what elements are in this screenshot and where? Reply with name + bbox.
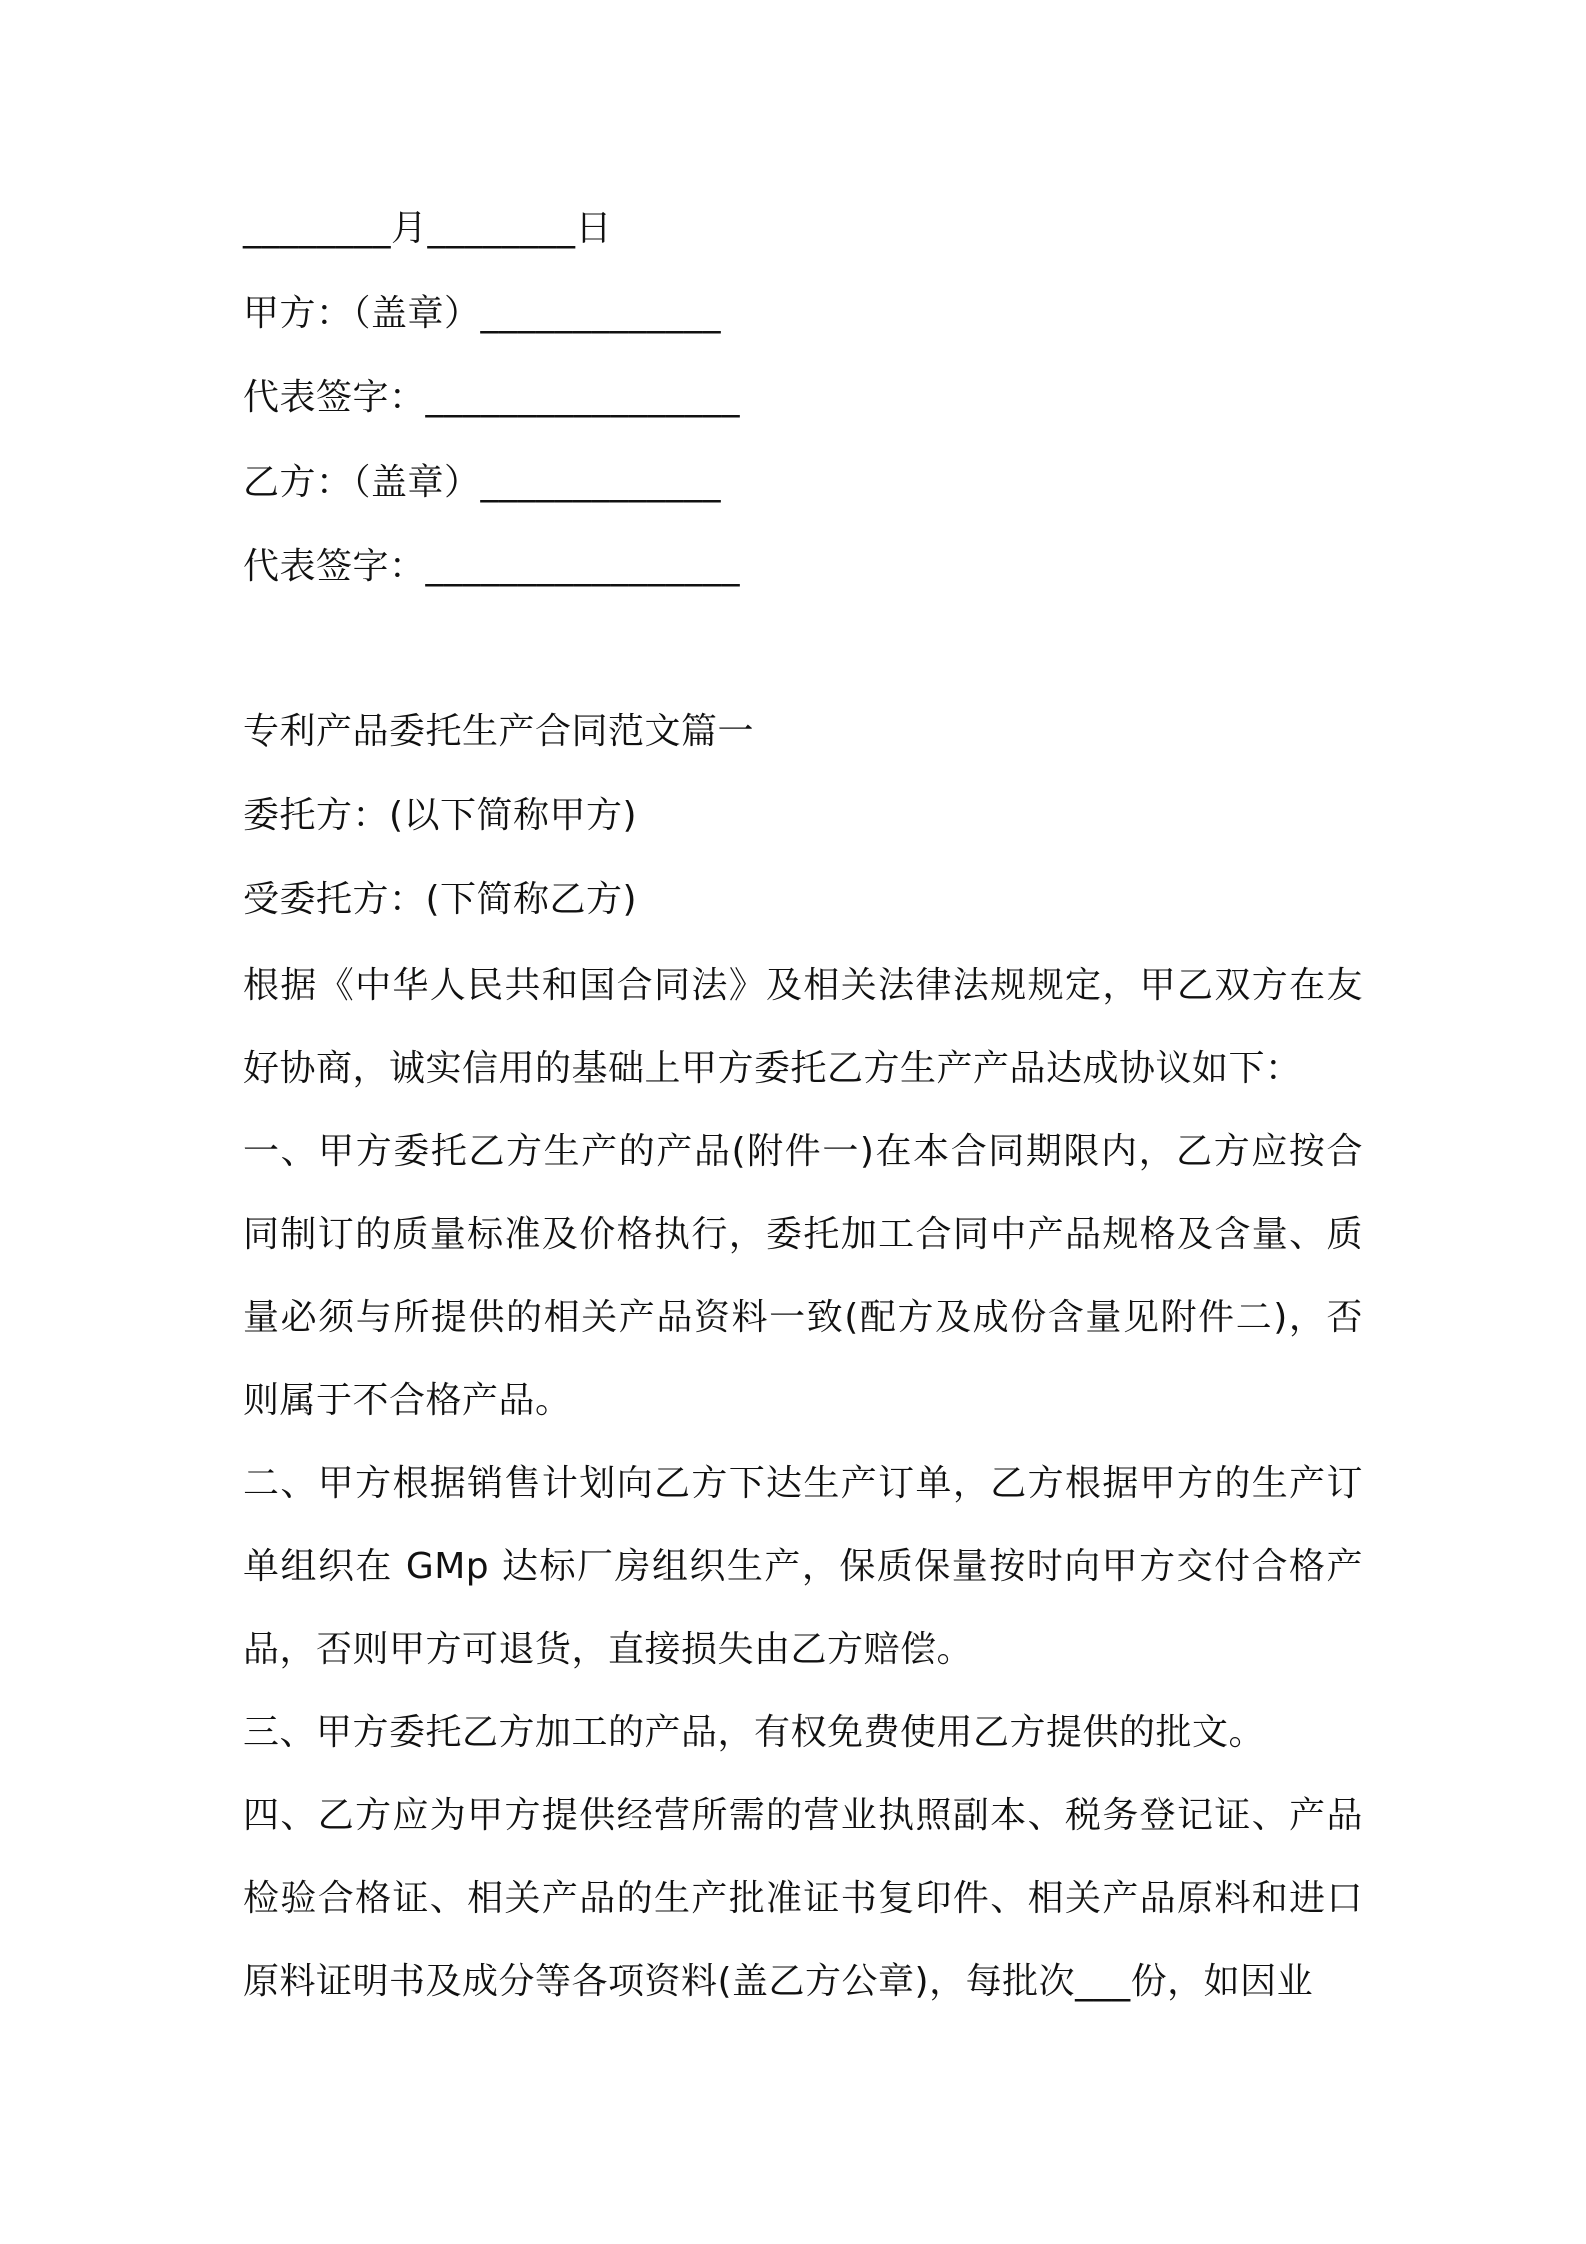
preamble-paragraph: 根据《中华人民共和国合同法》及相关法律法规规定，甲乙双方在友好协商，诚实信用的基础上甲方委托乙方生产产品达成协议如下： xyxy=(243,965,1363,1089)
clause-4-paragraph: 四、乙方应为甲方提供经营所需的营业执照副本、税务登记证、产品检验合格证、相关产品的生产批准证书复印件、相关产品原料和进口原料证明书及成分等各项资料(盖乙方公章)，每批次___份，如因业 xyxy=(243,1795,1363,2002)
clause-2-paragraph: 二、甲方根据销售计划向乙方下达生产订单，乙方根据甲方的生产订单组织在 GMp 达标厂房组织生产，保质保量按时向甲方交付合格产品，否则甲方可退货，直接损失由乙方赔偿。 xyxy=(243,1463,1363,1670)
clause-3-paragraph: 三、甲方委托乙方加工的产品，有权免费使用乙方提供的批文。 xyxy=(243,1712,1266,1753)
contract-title: 专利产品委托生产合同范文篇一 xyxy=(243,711,755,752)
date-line: ________月________日 xyxy=(243,208,612,249)
contractor-line: 受委托方：(下简称乙方) xyxy=(243,879,638,920)
clause-1-paragraph: 一、甲方委托乙方生产的产品(附件一)在本合同期限内，乙方应按合同制订的质量标准及价格执行，委托加工合同中产品规格及含量、质量必须与所提供的相关产品资料一致(配方及成份含量见附件二)，否则属于不合格产品。 xyxy=(243,1131,1363,1421)
party-b-representative-line: 代表签字：_________________ xyxy=(243,546,741,587)
party-b-seal-line: 乙方：（盖章）_____________ xyxy=(243,462,722,503)
party-a-seal-line: 甲方：（盖章）_____________ xyxy=(243,293,722,334)
party-a-representative-line: 代表签字：_________________ xyxy=(243,377,741,418)
client-line: 委托方：(以下简称甲方) xyxy=(243,795,638,836)
